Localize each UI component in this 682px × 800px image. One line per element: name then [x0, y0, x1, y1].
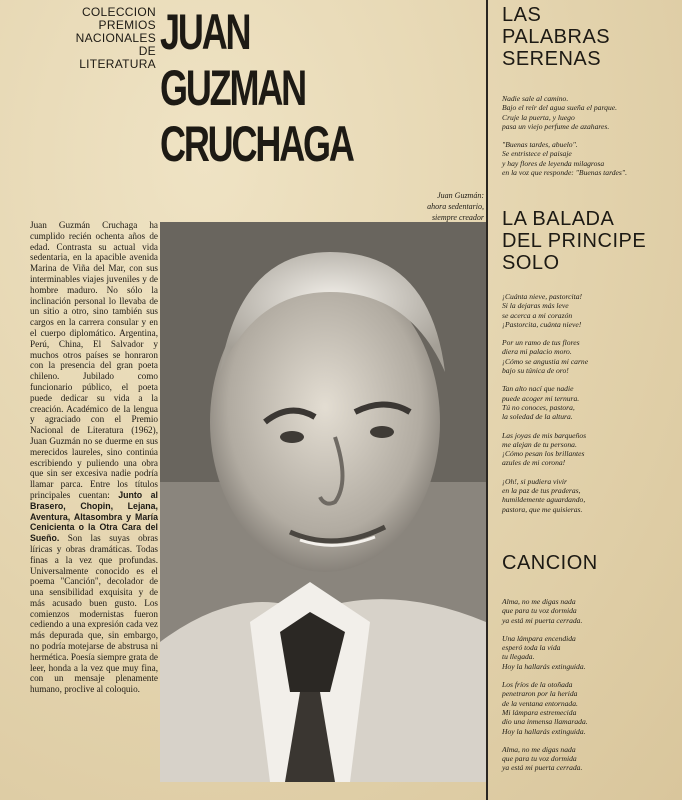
- poem-stanza: [502, 292, 672, 329]
- caption-line: Juan Guzmán:: [437, 191, 484, 200]
- body-paragraph: Universalmente conocido es el poema "Canción", decolador de una sensibilidad exquisita y de más acusado buen gusto. Los comienzos modernistas fueron cediendo a una expresión cada vez más depurada que, sin embargo, no podría motejarse de abstrusa ni hermética. Poesía siempre grata de leer, honda a la vez que muy fina, con un mensaje plenamente humano, proclive al coloquio.: [30, 565, 158, 695]
- poem-line: Alma, no me digas nada: [502, 744, 576, 754]
- series-line: PREMIOS: [98, 18, 156, 32]
- poem-title-line: LAS: [502, 4, 542, 26]
- poem-line: pastora, que me quisieras.: [502, 504, 583, 514]
- poem-title-la-balada-del-principe-solo: [502, 208, 646, 274]
- poem-line: ¡Cómo pesan los brillantes: [502, 449, 585, 459]
- poem-line: Si la dejaras más leve: [502, 301, 569, 311]
- author-surname-1: GUZMAN: [160, 60, 306, 116]
- series-line: COLECCION: [81, 5, 156, 19]
- poem-stanza: [502, 477, 672, 514]
- poem-line: ¡Cuánta nieve, pastorcita!: [502, 292, 583, 301]
- poem-stanza: [502, 680, 672, 736]
- poem-line: en la paz de tus praderas,: [502, 486, 581, 496]
- poem-text-la-balada-del-principe-solo: [502, 292, 672, 523]
- poem-line: que para tu voz dormida: [502, 606, 577, 616]
- poem-line: Los fríos de la otoñada: [502, 680, 573, 690]
- poem-line: la soledad de la altura.: [502, 412, 573, 422]
- body-paragraph: Académico de la lengua y agraciado con el Premio Nacional de Literatura (1962), Juan Guzmán no se duerme en sus merecidos laureles, sino continúa escribiendo y puliendo una obra que sin ser excesiva nadie podría llamar parca. Entre los títulos principales cuentan:: [30, 403, 158, 500]
- poem-line: ya está mi puerta cerrada.: [502, 615, 583, 625]
- author-first-name: JUAN: [160, 4, 250, 60]
- poem-title-line: SERENAS: [502, 48, 602, 70]
- poem-line: se acerca a mi corazón: [502, 310, 573, 320]
- poem-line: ¡Cómo se angustia mi carne: [502, 356, 589, 366]
- article-body: [30, 220, 158, 695]
- poem-title-line: PALABRAS: [502, 26, 611, 48]
- poem-line: bajo su túnica de oro!: [502, 366, 569, 376]
- poem-title-line: DEL PRINCIPE: [502, 230, 647, 252]
- poem-line: puede acoger mi ternura.: [502, 393, 580, 403]
- poem-line: Las joyas de mis barqueños: [502, 430, 587, 440]
- poem-line: ya está mi puerta cerrada.: [502, 763, 583, 773]
- poem-stanza: [502, 597, 672, 625]
- author-portrait-photo: [160, 222, 486, 782]
- poem-line: Cruje la puerta, y luego: [502, 112, 575, 122]
- poem-line: que para tu voz dormida: [502, 754, 577, 764]
- poem-stanza: [502, 634, 672, 671]
- poem-line: Una lámpara encendida: [502, 633, 576, 643]
- poem-stanza: [502, 94, 672, 131]
- series-line: DE: [138, 44, 156, 58]
- poem-line: esperó toda la vida: [502, 643, 561, 653]
- poem-line: y hay flores de leyenda milagrosa: [502, 158, 605, 168]
- poem-line: Tan alto nací que nadie: [502, 384, 574, 394]
- poem-text-cancion: [502, 597, 672, 782]
- caption-line: ahora sedentario,: [427, 202, 484, 211]
- poem-stanza: [502, 431, 672, 468]
- poem-title-las-palabras-serenas: [502, 4, 610, 70]
- portrait-illustration: [160, 222, 486, 782]
- poem-line: de la ventana entornada.: [502, 698, 578, 708]
- series-line: LITERATURA: [79, 57, 156, 71]
- poem-title-line: LA BALADA: [502, 208, 615, 230]
- series-label: [60, 6, 156, 71]
- poem-text-las-palabras-serenas: [502, 94, 672, 186]
- poem-line: ¡Pastorcita, cuánta nieve!: [502, 319, 582, 329]
- poem-stanza: [502, 338, 672, 375]
- book-titles: Junto al Brasero, Chopin, Lejana, Aventura, Altasombra y María Cenicienta o la Otra Cara del Sueño.: [30, 489, 158, 544]
- poem-line: dio una inmensa llamarada.: [502, 717, 588, 727]
- poem-line: me alejan de tu persona.: [502, 439, 577, 449]
- poem-stanza: [502, 745, 672, 773]
- poem-line: ¡Oh!, si pudiera vivir: [502, 476, 567, 486]
- poem-line: diera mi palacio moro.: [502, 347, 572, 357]
- poem-line: penetraron por la herida: [502, 689, 578, 699]
- series-line: NACIONALES: [75, 31, 156, 45]
- poem-title-line: SOLO: [502, 252, 560, 274]
- poem-title-line: CANCION: [502, 552, 598, 574]
- poem-line: Por un ramo de tus flores: [502, 338, 580, 348]
- poem-line: Tú no conoces, pastora,: [502, 402, 575, 412]
- body-paragraph: Son las suyas obras líricas y obras dramáticas. Todas finas a la vez que profundas.: [30, 533, 158, 565]
- poem-title-cancion: [502, 552, 598, 574]
- poem-line: humildemente aguardando,: [502, 495, 586, 505]
- body-paragraph: Juan Guzmán Cruchaga ha cumplido recién ochenta años de edad. Contrasta su actual vida sedentaria, en la apacible avenida Marina de Viña del Mar, con sus interminables viajes juveniles y de hombre maduro. No sólo la inclinación personal lo llevaba de un sitio a otro, sino también sus cargos en la carrera consular y en el cuerpo diplomático. Argentina, Perú, China, El Salvador y muchos otros países se honraron con la presencia del gran poeta chileno. Jubilado como funcionario público, el poeta puede dedicar su vida a la creación.: [30, 220, 158, 414]
- poem-stanza: [502, 140, 672, 177]
- author-surname-2: CRUCHAGA: [160, 116, 353, 172]
- caption-line: siempre creador: [431, 213, 484, 222]
- poem-line: Hoy la hallarás extinguida.: [502, 726, 586, 736]
- poem-line: Hoy la hallarás extinguida.: [502, 661, 586, 671]
- photo-caption: [392, 190, 484, 223]
- poem-line: tu llegada.: [502, 652, 535, 662]
- poem-line: Se entristece el paisaje: [502, 149, 572, 159]
- poem-line: azules de mi corona!: [502, 458, 566, 468]
- poem-line: pasa un viejo perfume de azahares.: [502, 121, 610, 131]
- poem-line: Alma, no me digas nada: [502, 597, 576, 606]
- poem-line: Nadie sale al camino.: [502, 94, 569, 103]
- poem-stanza: [502, 384, 672, 421]
- column-divider: [486, 0, 488, 800]
- poem-line: Mi lámpara estremecida: [502, 707, 577, 717]
- poem-line: "Buenas tardes, abuelo".: [502, 140, 578, 150]
- poem-line: en la voz que responde: "Buenas tardes".: [502, 168, 627, 178]
- poem-line: Bajo el reír del agua sueña el parque.: [502, 103, 618, 113]
- author-name: [160, 4, 353, 172]
